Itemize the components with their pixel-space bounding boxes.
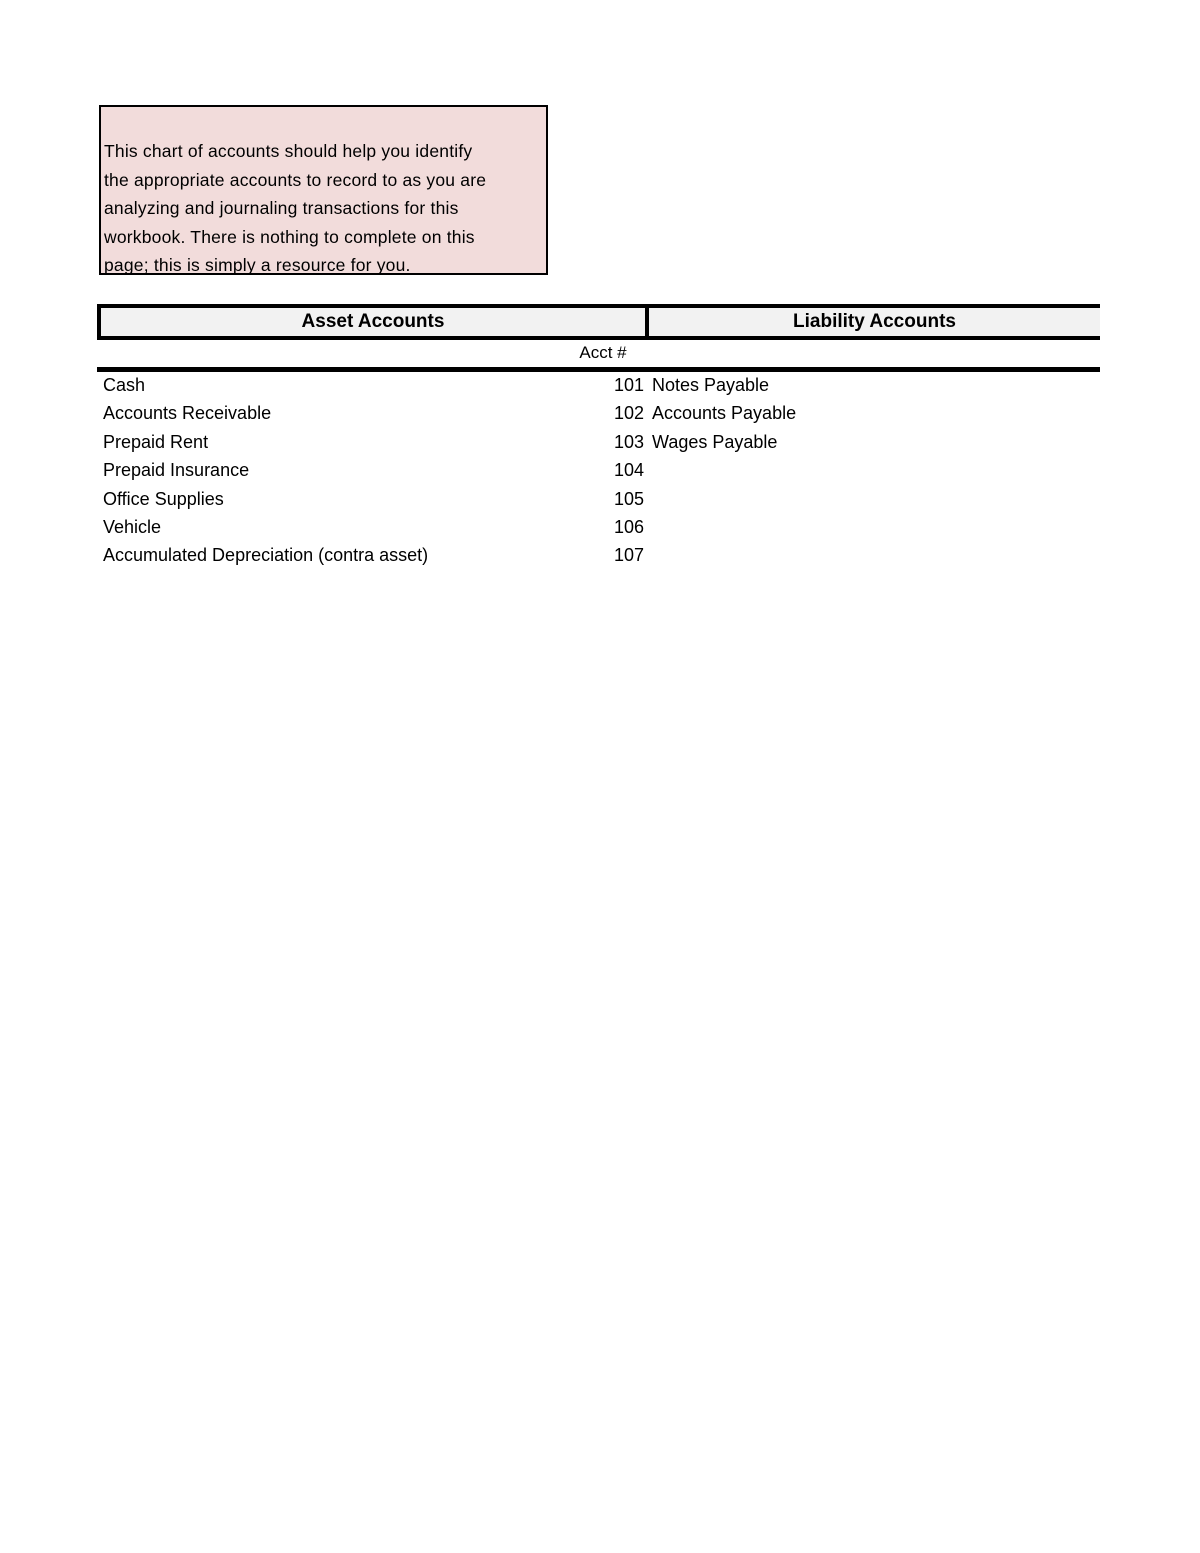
table-row — [97, 486, 1100, 514]
asset-account-name: Office Supplies — [103, 488, 224, 509]
table-row — [97, 429, 1100, 457]
table-row — [97, 514, 1100, 542]
asset-account-name: Accumulated Depreciation (contra asset) — [103, 545, 429, 566]
asset-account-name: Vehicle — [103, 516, 162, 537]
asset-account-number: 103 — [613, 431, 644, 452]
asset-account-number: 107 — [613, 545, 644, 566]
accounts-table-body — [97, 372, 1100, 571]
asset-account-number: 101 — [613, 375, 644, 395]
table-row — [97, 457, 1100, 485]
table-row — [97, 400, 1100, 428]
liability-account-name: Wages Payable — [652, 431, 778, 452]
asset-account-name: Accounts Receivable — [103, 403, 272, 424]
asset-account-name: Prepaid Rent — [103, 431, 209, 452]
note-line: analyzing and journaling transactions for this — [104, 198, 459, 219]
accounts-header-row — [97, 304, 1100, 340]
asset-account-number: 102 — [613, 403, 644, 424]
acct-number-label: Acct # — [579, 343, 627, 362]
asset-account-name: Cash — [103, 375, 146, 395]
table-row — [97, 372, 1100, 400]
note-line: This chart of accounts should help you identify — [104, 141, 473, 161]
note-line: page; this is simply a resource for you. — [104, 255, 411, 276]
note-line: workbook. There is nothing to complete on this — [104, 226, 475, 247]
asset-account-name: Prepaid Insurance — [103, 460, 250, 481]
acct-number-subheader-row — [97, 340, 1100, 372]
asset-account-number: 106 — [613, 516, 644, 537]
asset-accounts-header: Asset Accounts — [101, 308, 645, 336]
liability-accounts-header: Liability Accounts — [649, 308, 1100, 336]
liability-account-name: Notes Payable — [652, 375, 770, 395]
asset-account-number: 104 — [613, 460, 644, 481]
asset-account-number: 105 — [613, 488, 644, 509]
note-line: the appropriate accounts to record to as you are — [104, 169, 487, 190]
liability-account-name: Accounts Payable — [652, 403, 797, 424]
table-row — [97, 542, 1100, 570]
instruction-note — [99, 105, 548, 275]
